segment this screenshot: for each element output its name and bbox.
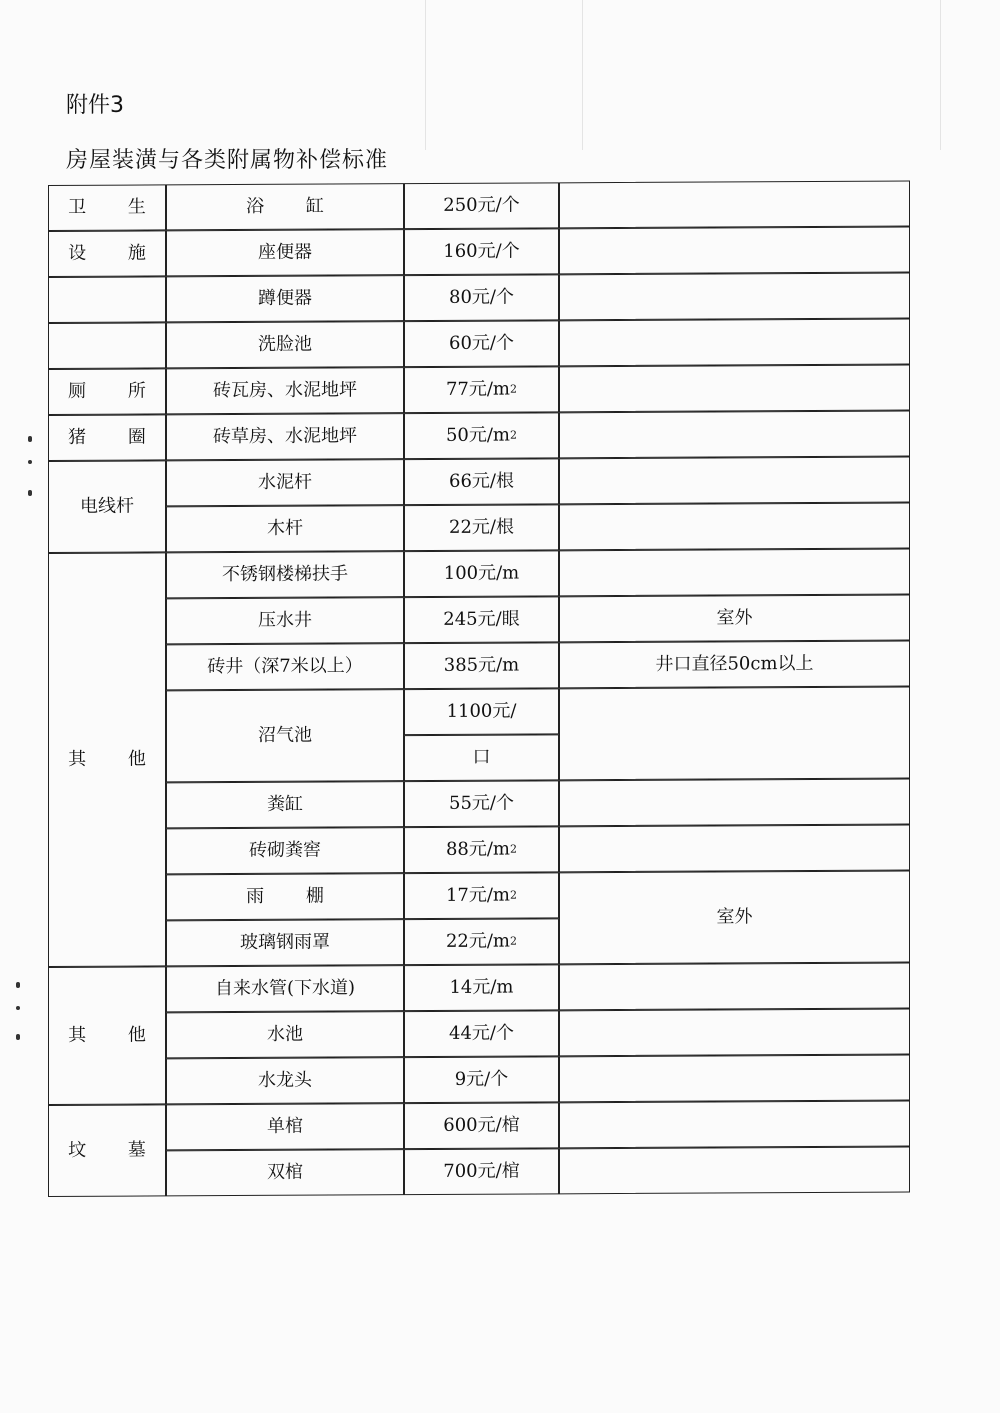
binding-mark: [16, 982, 20, 988]
item-cell: 不锈钢楼梯扶手: [166, 551, 404, 598]
compensation-table: [48, 180, 910, 1195]
price-cell: 口: [404, 734, 559, 781]
price-cell: 77元/m 2: [404, 366, 559, 413]
scan-artifact-line: [582, 0, 583, 150]
item-cell: 砖瓦房、水泥地坪: [166, 367, 404, 414]
item-cell: 砖井（深7米以上）: [166, 643, 404, 690]
item-cell: 单棺: [166, 1103, 404, 1150]
category-cell: 其 他: [48, 966, 166, 1105]
binding-mark: [28, 460, 32, 464]
remark-cell: [559, 272, 910, 320]
price-cell: 44元/个: [404, 1010, 559, 1057]
item-cell: 蹲便器: [166, 275, 404, 322]
remark-cell: [559, 778, 910, 826]
price-cell: 22元/根: [404, 504, 559, 551]
page-title: 房屋装潢与各类附属物补偿标准: [66, 148, 389, 173]
remark-cell: [559, 226, 910, 274]
item-cell: 砖砌粪窖: [166, 827, 404, 874]
price-cell: 66元/根: [404, 458, 559, 505]
remark-cell: [559, 502, 910, 550]
binding-mark: [16, 1034, 20, 1040]
remark-cell: [559, 318, 910, 366]
remark-cell: [559, 364, 910, 412]
price-cell: 55元/个: [404, 780, 559, 827]
item-cell: 压水井: [166, 597, 404, 644]
category-cell: 设 施: [48, 230, 166, 277]
price-cell: 160元/个: [404, 228, 559, 275]
remark-cell: 室外: [559, 870, 910, 964]
price-cell: 80元/个: [404, 274, 559, 321]
category-cell: 卫 生: [48, 184, 166, 231]
remark-cell: [559, 1146, 910, 1194]
remark-cell: [559, 1100, 910, 1148]
price-cell: 88元/m 2: [404, 826, 559, 873]
price-cell: 385元/m: [404, 642, 559, 689]
category-cell: 坟 墓: [48, 1104, 166, 1197]
remark-cell: 室外: [559, 594, 910, 642]
attachment-label: 附件3: [66, 93, 124, 118]
remark-cell: [559, 686, 910, 780]
item-cell: 木杆: [166, 505, 404, 552]
item-cell: 水池: [166, 1011, 404, 1058]
scan-artifact-line: [940, 0, 941, 150]
price-cell: 14元/m: [404, 964, 559, 1011]
price-cell: 50元/m 2: [404, 412, 559, 459]
item-cell: 玻璃钢雨罩: [166, 919, 404, 966]
price-cell: 250元/个: [404, 182, 559, 229]
category-cell: 其 他: [48, 552, 166, 967]
item-cell: 座便器: [166, 229, 404, 276]
category-cell: 电线杆: [48, 460, 166, 553]
scan-artifact-line: [425, 0, 426, 150]
binding-mark: [28, 490, 32, 496]
remark-cell: [559, 180, 910, 228]
category-cell-empty: [48, 322, 166, 369]
item-cell: 雨 棚: [166, 873, 404, 920]
remark-cell: [559, 548, 910, 596]
item-cell: 自来水管(下水道): [166, 965, 404, 1012]
category-cell-empty: [48, 276, 166, 323]
price-cell: 9元/个: [404, 1056, 559, 1103]
item-cell: 水泥杆: [166, 459, 404, 506]
item-cell: 粪缸: [166, 781, 404, 828]
item-cell: 沼气池: [166, 689, 404, 782]
item-cell: 洗脸池: [166, 321, 404, 368]
price-cell: 17元/m 2: [404, 872, 559, 919]
remark-cell: [559, 1008, 910, 1056]
price-cell: 22元/m 2: [404, 918, 559, 965]
remark-cell: [559, 410, 910, 458]
item-cell: 水龙头: [166, 1057, 404, 1104]
price-cell: 100元/m: [404, 550, 559, 597]
price-cell: 600元/棺: [404, 1102, 559, 1149]
binding-mark: [16, 1006, 20, 1010]
category-cell: 厕 所: [48, 368, 166, 415]
price-cell: 1100元/: [404, 688, 559, 735]
price-cell: 60元/个: [404, 320, 559, 367]
remark-cell: [559, 456, 910, 504]
binding-mark: [28, 436, 32, 442]
price-cell: 245元/眼: [404, 596, 559, 643]
remark-cell: [559, 824, 910, 872]
price-cell: 700元/棺: [404, 1148, 559, 1195]
remark-cell: [559, 962, 910, 1010]
remark-cell: 井口直径50cm以上: [559, 640, 910, 688]
remark-cell: [559, 1054, 910, 1102]
item-cell: 双棺: [166, 1149, 404, 1196]
category-cell: 猪 圈: [48, 414, 166, 461]
item-cell: 砖草房、水泥地坪: [166, 413, 404, 460]
item-cell: 浴 缸: [166, 183, 404, 230]
